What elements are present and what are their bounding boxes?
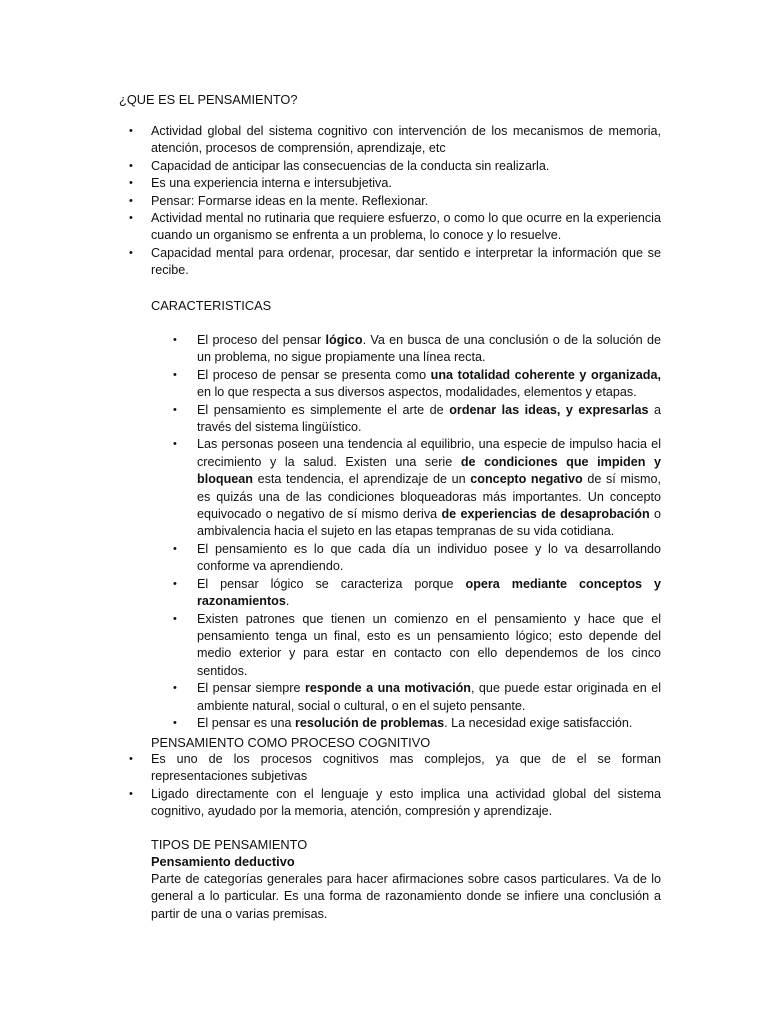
text-segment: esta tendencia, el aprendizaje de un: [252, 472, 471, 487]
list-item: [197, 576, 661, 611]
heading-que-es-el-pensamiento: ¿QUE ES EL PENSAMIENTO?: [119, 92, 298, 107]
list-item: • Ligado directamente con el lenguaje y esto implica una actividad global del sistema cognitivo, ayudado por la memoria, atención, compresión y aprendizaje.: [151, 786, 661, 821]
bold-text: opera mediante conceptos y razonamientos: [197, 576, 661, 609]
bold-text: ordenar las ideas, y expresarlas: [449, 402, 649, 417]
paragraph-deductivo: Parte de categorías generales para hacer afirmaciones sobre casos particulares. Va de lo general a lo particular. Es una forma de razonamiento donde se infiere una conclusión a partir de una o varias premisas.: [151, 872, 661, 921]
text-segment: , que puede estar originada en el ambiente natural, social o cultural, o en el sujeto pensante.: [197, 681, 661, 713]
text-segment: o ambivalencia hacia el sujeto en las etapas tempranas de su vida cotidiana.: [197, 507, 661, 539]
text-segment: El pensamiento es lo que cada día un individuo posee y lo va desarrollando conforme va aprendiendo.: [197, 541, 661, 574]
bold-text: de experiencias de desaprobación: [441, 507, 650, 522]
list-item: [197, 402, 661, 437]
list-item: [197, 715, 661, 732]
list-caracteristicas: [197, 332, 661, 732]
text-segment: El proceso de pensar se presenta como: [197, 367, 431, 382]
text-segment: El pensar lógico se caracteriza porque: [197, 576, 466, 591]
text-segment: Existen patrones que tienen un comienzo en el pensamiento y hace que el pensamiento tenga un final, esto es un pensamiento lógico; esto depende del medio exterior y para estar en contacto con ello dependemos de los cinco sentidos.: [197, 611, 661, 678]
bold-text: de condiciones que impiden y bloquean: [197, 454, 662, 487]
text-segment: a través del sistema lingüístico.: [197, 402, 662, 435]
list-item: • Actividad global del sistema cognitivo con intervención de los mecanismos de memoria, atención, procesos de comprensión, aprendizaje, etc: [151, 123, 661, 158]
text-segment: El pensar es una: [197, 715, 296, 730]
bold-text: responde a una motivación: [304, 681, 471, 696]
bold-text: resolución de problemas: [295, 715, 445, 730]
list-item: • Es una experiencia interna e intersubjetiva.: [151, 175, 661, 192]
list-item: • Es uno de los procesos cognitivos mas complejos, ya que de el se forman representaciones subjetivas: [151, 751, 661, 786]
text-segment: de sí mismo, es quizás una de las condiciones bloqueadoras más importantes. Un concepto equivocado o negativo de sí mismo deriva: [197, 472, 661, 522]
list-item: [197, 611, 661, 681]
text-segment: Las personas poseen una tendencia al equilibrio, una especie de impulso hacia el crecimiento y la salud. Existen una serie: [197, 437, 661, 469]
bold-text: una totalidad coherente y organizada,: [430, 367, 661, 382]
bold-text: concepto negativo: [470, 472, 583, 487]
list-item: • Capacidad mental para ordenar, procesar, dar sentido e interpretar la información que se recibe.: [151, 245, 661, 280]
heading-caracteristicas: CARACTERISTICAS: [151, 298, 272, 313]
text-segment: .: [285, 594, 290, 609]
list-item: • Actividad mental no rutinaria que requiere esfuerzo, o como lo que ocurre en la experiencia cuando un organismo se enfrenta a un problema, lo conoce y lo resuelve.: [151, 210, 661, 245]
list-definitions: [151, 123, 661, 280]
list-item: [197, 541, 661, 576]
list-item: [197, 332, 661, 367]
heading-proceso-cognitivo: PENSAMIENTO COMO PROCESO COGNITIVO: [151, 735, 431, 750]
list-item: • Capacidad de anticipar las consecuencias de la conducta sin realizarla.: [151, 158, 661, 175]
heading-tipos-de-pensamiento: TIPOS DE PENSAMIENTO: [151, 837, 308, 852]
text-segment: . Va en busca de una conclusión o de la solución de un problema, no sigue propiamente una línea recta.: [197, 333, 661, 365]
list-item: [197, 680, 661, 715]
text-segment: El proceso del pensar: [197, 333, 326, 347]
text-segment: en lo que respecta a sus diversos aspectos, modalidades, elementos y etapas.: [197, 385, 637, 400]
text-segment: El pensamiento es simplemente el arte de: [197, 402, 450, 417]
list-proceso-cognitivo: [151, 751, 661, 821]
subheading-pensamiento-deductivo: Pensamiento deductivo: [151, 854, 295, 869]
bold-text: lógico: [325, 333, 363, 347]
list-item: • Pensar: Formarse ideas en la mente. Reflexionar.: [151, 193, 661, 210]
list-item: [197, 367, 661, 402]
list-item: [197, 436, 661, 540]
text-segment: El pensar siempre: [197, 681, 305, 696]
text-segment: . La necesidad exige satisfacción.: [444, 715, 633, 730]
